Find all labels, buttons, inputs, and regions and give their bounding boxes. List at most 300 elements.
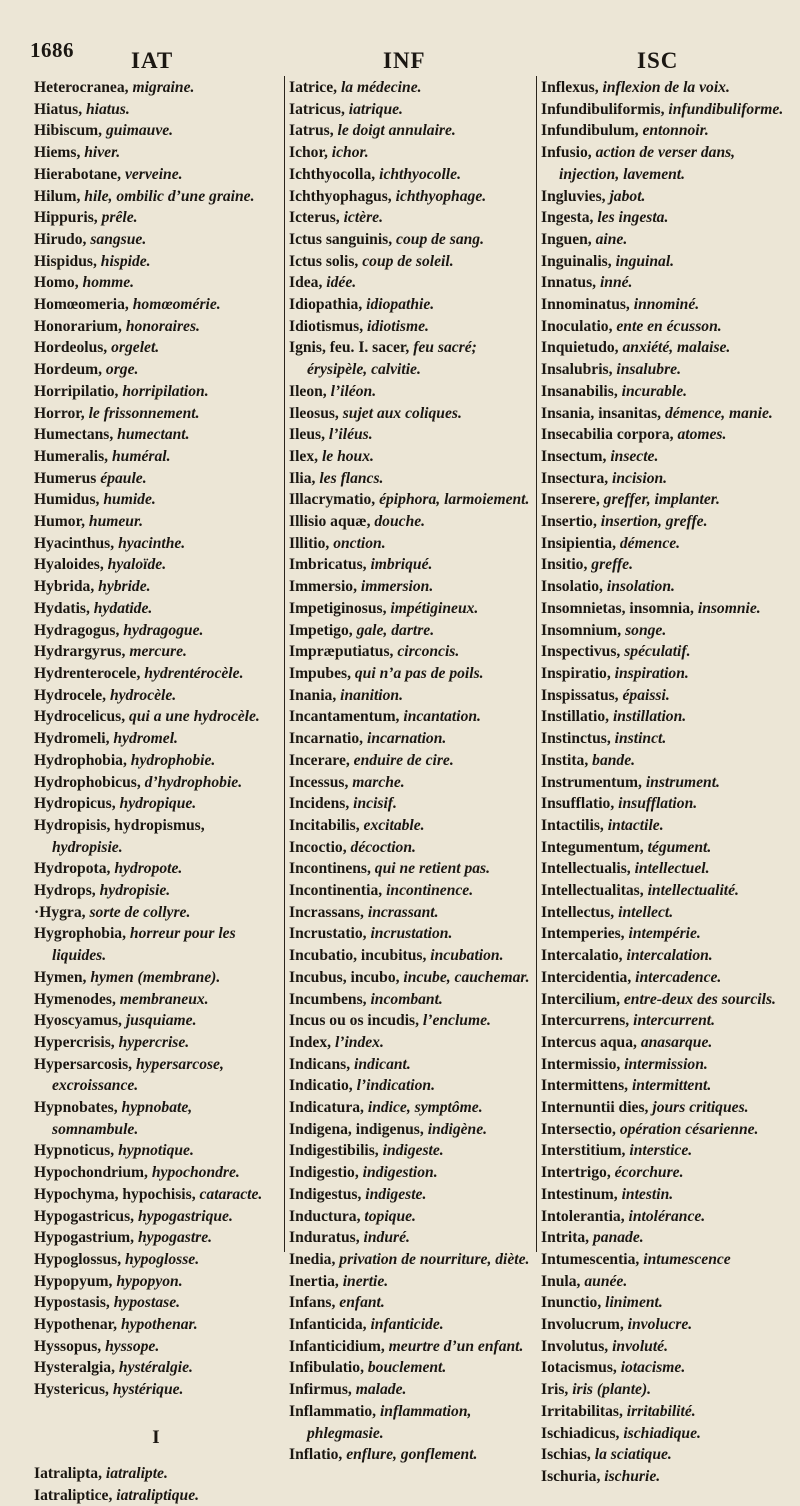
entry-latin-term: Hordeum, (34, 361, 103, 379)
entry-french-translation: humectant. (117, 426, 190, 444)
dictionary-entry (289, 989, 533, 1011)
entry-french-translation: prêle. (101, 209, 138, 227)
dictionary-entry (541, 468, 787, 490)
entry-french-translation: enfant. (339, 1294, 385, 1312)
entry-latin-term: Intercus aqua, (541, 1033, 637, 1051)
entry-latin-term: Incantamentum, (289, 708, 400, 726)
entry-latin-term: Hydropota, (34, 860, 111, 878)
entry-latin-term: Hypothenar, (34, 1316, 118, 1334)
entry-latin-term: Illisio aquæ, (289, 513, 371, 531)
entry-latin-term: Humidus, (34, 491, 100, 509)
dictionary-entry (541, 1249, 787, 1271)
entry-french-translation: ente en écusson. (616, 317, 722, 335)
entry-french-translation: douche. (374, 513, 426, 531)
entry-french-translation: gale, dartre. (356, 621, 435, 639)
dictionary-entry (289, 77, 533, 99)
entry-latin-term: Indigestibilis, (289, 1142, 379, 1160)
dictionary-entry (34, 1463, 278, 1485)
entry-french-translation: insecte. (610, 447, 659, 465)
entry-latin-term: Ischuria, (541, 1468, 601, 1485)
dictionary-entry (541, 837, 787, 859)
entry-french-translation: coup de soleil. (362, 252, 454, 270)
entry-latin-term: Hypogastrium, (34, 1229, 135, 1247)
entry-french-translation: indigestion. (362, 1164, 438, 1182)
entry-french-translation: excitable. (363, 816, 425, 834)
entry-french-translation: orgelet. (111, 339, 160, 357)
entry-latin-term: Hordeolus, (34, 339, 108, 357)
dictionary-entry (34, 1379, 278, 1401)
dictionary-entry (541, 120, 787, 142)
entry-french-translation: ischiadique. (623, 1424, 701, 1442)
entry-french-translation: inflammation, phlegmasie. (307, 1402, 472, 1442)
dictionary-entry (541, 576, 787, 598)
entry-latin-term: Hyaloides, (34, 556, 104, 574)
dictionary-entry (34, 554, 278, 576)
entry-latin-term: Inertia, (289, 1272, 339, 1290)
entry-latin-term: Humeralis, (34, 447, 109, 465)
dictionary-entry (541, 967, 787, 989)
dictionary-entry (541, 1379, 787, 1401)
entry-french-translation: hystérique. (112, 1381, 184, 1399)
dictionary-entry (541, 251, 787, 273)
entry-latin-term: Hibiscum, (34, 122, 103, 140)
dictionary-entry (289, 728, 533, 750)
dictionary-entry (541, 1010, 787, 1032)
section-letter: I (152, 1426, 160, 1448)
entry-french-translation: humide. (103, 491, 156, 509)
entry-french-translation: intellect. (618, 903, 674, 921)
dictionary-entry (289, 793, 533, 815)
entry-french-translation: opération césarienne. (619, 1120, 759, 1138)
entry-french-translation: le doigt annulaire. (337, 122, 456, 140)
entry-french-translation: épaissi. (622, 686, 670, 704)
entry-latin-term: Intestinum, (541, 1185, 618, 1203)
entry-latin-term: Hydrargyrus, (34, 643, 126, 661)
entry-latin-term: Instinctus, (541, 730, 611, 748)
entry-french-translation: inertie. (342, 1272, 389, 1290)
entry-latin-term: Index, (289, 1033, 332, 1051)
entry-french-translation: sujet aux coliques. (342, 404, 462, 422)
dictionary-entry (541, 359, 787, 381)
entry-list-left (34, 77, 278, 1401)
entry-french-translation: intempérie. (628, 925, 701, 943)
entry-french-translation: sorte de collyre. (89, 903, 191, 921)
dictionary-entry (34, 99, 278, 121)
dictionary-entry (289, 381, 533, 403)
dictionary-entry (541, 489, 787, 511)
entry-french-translation: les flancs. (319, 469, 384, 487)
entry-latin-term: Illitio, (289, 534, 330, 552)
entry-latin-term: Infirmus, (289, 1381, 352, 1399)
entry-latin-term: Insomnium, (541, 621, 622, 639)
entry-latin-term: Hydromeli, (34, 730, 110, 748)
entry-list-right (541, 77, 787, 1488)
entry-french-translation: hymen (membrane). (90, 968, 221, 986)
entry-french-translation: la sciatique. (594, 1446, 672, 1464)
entry-french-translation: l’index. (334, 1033, 384, 1051)
dictionary-entry (34, 337, 278, 359)
entry-latin-term: Hydatis, (34, 599, 90, 617)
entry-latin-term: Instillatio, (541, 708, 610, 726)
dictionary-entry (289, 837, 533, 859)
entry-french-translation: indigeste. (382, 1142, 444, 1160)
column-left (34, 77, 278, 1506)
entry-latin-term: Hyoscyamus, (34, 1012, 122, 1030)
entry-latin-term: Inguinalis, (541, 252, 612, 270)
entry-french-translation: panade. (592, 1229, 644, 1247)
dictionary-entry (541, 945, 787, 967)
entry-latin-term: Infundibuliformis, (541, 100, 665, 118)
entry-latin-term: Insipientia, (541, 534, 616, 552)
entry-french-translation: épiphora, larmoiement. (379, 491, 530, 509)
entry-french-translation: iris (plante). (572, 1381, 652, 1399)
entry-latin-term: Hymen, (34, 968, 87, 986)
entry-french-translation: interstice. (629, 1142, 693, 1160)
entry-french-translation: le frissonnement. (88, 404, 200, 422)
page-number: 1686 (30, 38, 74, 62)
entry-latin-term: Indicatura, (289, 1099, 364, 1117)
entry-latin-term: Ileosus, (289, 404, 339, 422)
dictionary-entry (289, 663, 533, 685)
entry-latin-term: Iatraliptice, (34, 1486, 113, 1504)
dictionary-entry (541, 1119, 787, 1141)
entry-french-translation: iotacisme. (620, 1359, 686, 1377)
dictionary-entry (289, 1162, 533, 1184)
entry-french-translation: intestin. (621, 1185, 674, 1203)
dictionary-entry (289, 902, 533, 924)
dictionary-entry (541, 685, 787, 707)
entry-french-translation: marche. (352, 773, 405, 791)
entry-french-translation: épaule. (100, 469, 147, 487)
entry-french-translation: enduire de cire. (353, 751, 454, 769)
entry-french-translation: onction. (333, 534, 386, 552)
entry-latin-term: Ictus solis, (289, 252, 359, 270)
entry-french-translation: hypersarcose, excroissance. (52, 1055, 224, 1095)
entry-latin-term: Intemperies, (541, 925, 625, 943)
dictionary-entry (541, 902, 787, 924)
dictionary-entry (34, 468, 278, 490)
header-word-middle: INF (383, 48, 426, 73)
entry-latin-term: Incessus, (289, 773, 349, 791)
dictionary-entry (289, 598, 533, 620)
dictionary-entry (34, 207, 278, 229)
entry-french-translation: irritabilité. (626, 1402, 696, 1420)
entry-latin-term: Hydrophobia, (34, 751, 127, 769)
dictionary-entry (34, 511, 278, 533)
dictionary-entry (289, 750, 533, 772)
entry-latin-term: Hyacinthus, (34, 534, 115, 552)
dictionary-entry (541, 793, 787, 815)
dictionary-entry (34, 858, 278, 880)
entry-french-translation: liniment. (605, 1294, 663, 1312)
dictionary-entry (289, 880, 533, 902)
entry-french-translation: hispide. (100, 252, 151, 270)
dictionary-entry (34, 294, 278, 316)
entry-latin-term: Intercurrens, (541, 1012, 630, 1030)
entry-latin-term: Insecabilia corpora, (541, 426, 674, 444)
entry-latin-term: Hilum, (34, 187, 81, 205)
entry-latin-term: Instrumentum, (541, 773, 642, 791)
dictionary-entry (289, 1140, 533, 1162)
entry-latin-term: Hypnobates, (34, 1099, 118, 1117)
entry-french-translation: entonnoir. (642, 122, 709, 140)
entry-french-translation: inflexion de la voix. (602, 79, 730, 96)
entry-latin-term: Ischias, (541, 1446, 591, 1464)
entry-latin-term: Insalubris, (541, 361, 613, 379)
dictionary-entry (289, 706, 533, 728)
dictionary-entry (34, 1292, 278, 1314)
dictionary-entry (34, 793, 278, 815)
entry-latin-term: Inspiratio, (541, 664, 611, 682)
dictionary-entry (289, 403, 533, 425)
dictionary-entry (34, 1314, 278, 1336)
dictionary-entry (289, 142, 533, 164)
entry-french-translation: démence. (619, 534, 681, 552)
dictionary-entry (289, 967, 533, 989)
dictionary-entry (34, 533, 278, 555)
dictionary-entry (34, 403, 278, 425)
entry-french-translation: intumescence (643, 1250, 731, 1268)
entry-latin-term: Incubatio, incubitus, (289, 947, 427, 965)
entry-french-translation: infundibuliforme. (668, 100, 784, 118)
entry-french-translation: inguinal. (615, 252, 675, 270)
dictionary-entry (541, 99, 787, 121)
entry-latin-term: Insertio, (541, 513, 597, 531)
entry-french-translation: incubation. (430, 947, 504, 965)
dictionary-entry (541, 381, 787, 403)
dictionary-entry (34, 1485, 278, 1506)
entry-latin-term: Ichthyocolla, (289, 165, 376, 183)
entry-french-translation: privation de nourriture, diète. (339, 1250, 530, 1268)
entry-french-translation: instrument. (645, 773, 720, 791)
entry-latin-term: Incontinens, (289, 860, 371, 878)
dictionary-entry (541, 1097, 787, 1119)
entry-list-middle (289, 77, 533, 1466)
entry-latin-term: Hybrida, (34, 578, 95, 596)
entry-french-translation: hydromel. (113, 730, 178, 748)
entry-french-translation: intercalation. (626, 947, 713, 965)
entry-latin-term: Indigestio, (289, 1164, 359, 1182)
entry-latin-term: Hysteralgia, (34, 1359, 115, 1377)
entry-french-translation: inspiration. (614, 664, 689, 682)
header-word-left: IAT (131, 48, 174, 73)
dictionary-entry (34, 1010, 278, 1032)
dictionary-entry (289, 815, 533, 837)
dictionary-entry (34, 1206, 278, 1228)
dictionary-entry (289, 1271, 533, 1293)
entry-french-translation: indicant. (354, 1055, 411, 1073)
entry-latin-term: Indicatio, (289, 1077, 353, 1095)
dictionary-entry (289, 945, 533, 967)
entry-french-translation: l’indication. (356, 1077, 436, 1095)
entry-latin-term: Intrita, (541, 1229, 590, 1247)
dictionary-entry (34, 120, 278, 142)
entry-latin-term: Humor, (34, 513, 85, 531)
dictionary-entry (34, 598, 278, 620)
header-word-right: ISC (637, 48, 679, 73)
entry-french-translation: immersion. (360, 578, 434, 596)
entry-french-translation: hypogastre. (137, 1229, 213, 1247)
entry-latin-term: Hypostasis, (34, 1294, 110, 1312)
entry-latin-term: Hiems, (34, 144, 81, 162)
dictionary-entry (34, 77, 278, 99)
entry-latin-term: Imbricatus, (289, 556, 367, 574)
dictionary-entry (34, 272, 278, 294)
entry-french-translation: les ingesta. (597, 209, 669, 227)
entry-french-translation: indice, symptôme. (367, 1099, 483, 1117)
entry-french-translation: involuté. (612, 1337, 668, 1355)
dictionary-entry (289, 1336, 533, 1358)
entry-french-translation: hypnotique. (118, 1142, 194, 1160)
entry-latin-term: Hydropisis, hydropismus, (34, 816, 205, 834)
entry-latin-term: Infans, (289, 1294, 336, 1312)
entry-latin-term: Ingluvies, (541, 187, 606, 205)
entry-latin-term: Hymenodes, (34, 990, 116, 1008)
entry-french-translation: incrassant. (367, 903, 439, 921)
entry-latin-term: Intermittens, (541, 1077, 629, 1095)
entry-french-translation: homœomérie. (132, 296, 221, 314)
entry-french-translation: imbriqué. (370, 556, 433, 574)
entry-latin-term: Incerare, (289, 751, 350, 769)
dictionary-entry (34, 1357, 278, 1379)
entry-french-translation: cataracte. (199, 1185, 263, 1203)
entry-latin-term: Hypogastricus, (34, 1207, 135, 1225)
entry-french-translation: entre-deux des sourcils. (623, 990, 776, 1008)
entry-latin-term: Ichthyophagus, (289, 187, 392, 205)
entry-french-translation: circoncis. (397, 643, 460, 661)
dictionary-entry (289, 1206, 533, 1228)
dictionary-entry (34, 685, 278, 707)
entry-french-translation: jours critiques. (652, 1099, 749, 1117)
column-right (541, 77, 787, 1488)
dictionary-entry (289, 1054, 533, 1076)
entry-latin-term: Inflatio, (289, 1446, 343, 1464)
dictionary-entry (541, 989, 787, 1011)
entry-latin-term: Immersio, (289, 578, 357, 596)
dictionary-entry (34, 1032, 278, 1054)
entry-latin-term: Internuntii dies, (541, 1099, 649, 1117)
entry-latin-term: Horror, (34, 404, 85, 422)
dictionary-entry (541, 641, 787, 663)
entry-french-translation: insalubre. (616, 361, 681, 379)
entry-french-translation: hypnobate, somnambule. (52, 1099, 193, 1138)
dictionary-entry (541, 533, 787, 555)
dictionary-entry (541, 272, 787, 294)
entry-french-translation: hypogastrique. (137, 1207, 233, 1225)
dictionary-entry (289, 1010, 533, 1032)
dictionary-entry (34, 1140, 278, 1162)
entry-french-translation: greffe. (591, 556, 633, 574)
entry-latin-term: Inquietudo, (541, 339, 619, 357)
entry-latin-term: Insolatio, (541, 578, 603, 596)
entry-latin-term: Intercalatio, (541, 947, 623, 965)
entry-latin-term: Hydrocelicus, (34, 708, 126, 726)
dictionary-entry (34, 1227, 278, 1249)
entry-french-translation: honoraires. (125, 317, 200, 335)
entry-latin-term: Infusio, (541, 144, 592, 162)
entry-french-translation: d’hydrophobie. (144, 773, 243, 791)
entry-latin-term: Ileon, (289, 382, 327, 400)
dictionary-entry (289, 641, 533, 663)
entry-latin-term: Intellectualis, (541, 860, 631, 878)
entry-latin-term: Intertrigo, (541, 1164, 611, 1182)
entry-latin-term: Inunctio, (541, 1294, 602, 1312)
entry-french-translation: décoction. (350, 838, 416, 856)
entry-latin-term: Iatricus, (289, 100, 345, 118)
entry-french-translation: anxiété, malaise. (622, 339, 731, 357)
entry-latin-term: Incrassans, (289, 903, 364, 921)
entry-french-translation: hypothenar. (120, 1316, 198, 1334)
entry-french-translation: horripilation. (122, 382, 209, 400)
dictionary-entry (541, 424, 787, 446)
entry-french-translation: coup de sang. (396, 230, 484, 248)
entry-latin-term: Incarnatio, (289, 730, 364, 748)
entry-french-translation: incantation. (403, 708, 481, 726)
entry-french-translation: incube, cauchemar. (403, 968, 530, 986)
dictionary-entry (34, 772, 278, 794)
entry-french-translation: intercurrent. (633, 1012, 716, 1030)
dictionary-entry (289, 772, 533, 794)
entry-french-translation: iatralipte. (105, 1464, 168, 1482)
entry-latin-term: Inflexus, (541, 79, 599, 96)
dictionary-entry (289, 923, 533, 945)
dictionary-entry (541, 598, 787, 620)
entry-french-translation: aunée. (584, 1272, 628, 1290)
entry-latin-term: Incubus, incubo, (289, 968, 400, 986)
column-divider (536, 76, 537, 1252)
dictionary-entry (289, 468, 533, 490)
entry-french-translation: hydrocèle. (109, 686, 177, 704)
dictionary-entry (289, 446, 533, 468)
entry-french-translation: action de verser dans, injection, lavement. (559, 144, 736, 183)
entry-latin-term: Iris, (541, 1381, 569, 1399)
dictionary-entry (34, 967, 278, 989)
entry-latin-term: Insania, insanitas, (541, 404, 662, 422)
dictionary-entry (289, 554, 533, 576)
entry-french-translation: anasarque. (640, 1033, 713, 1051)
entry-french-translation: idiotisme. (367, 317, 429, 335)
entry-latin-term: Infanticida, (289, 1316, 367, 1334)
entry-french-translation: insertion, greffe. (600, 513, 708, 531)
entry-french-translation: qui ne retient pas. (374, 860, 491, 878)
dictionary-entry (34, 923, 278, 966)
entry-french-translation: jabot. (609, 187, 646, 205)
entry-latin-term: Idiopathia, (289, 296, 363, 314)
entry-french-translation: hydropique. (119, 795, 197, 813)
entry-latin-term: Inedia, (289, 1250, 336, 1268)
entry-french-translation: topique. (364, 1207, 416, 1225)
entry-french-translation: migraine. (132, 79, 195, 96)
entry-latin-term: Involutus, (541, 1337, 609, 1355)
entry-latin-term: Induratus, (289, 1229, 360, 1247)
entry-french-translation: tégument. (647, 838, 712, 856)
entry-french-translation: feu sacré; érysipèle, calvitie. (307, 339, 477, 379)
entry-latin-term: Ilia, (289, 469, 316, 487)
entry-french-translation: hypercrise. (118, 1033, 190, 1051)
entry-french-translation: innominé. (633, 296, 700, 314)
dictionary-entry (289, 1032, 533, 1054)
entry-latin-term: Infundibulum, (541, 122, 639, 140)
entry-latin-term: Hydragogus, (34, 621, 120, 639)
entry-latin-term: Homo, (34, 274, 79, 292)
entry-french-translation: hyacinthe. (118, 534, 186, 552)
entry-french-translation: involucre. (627, 1316, 693, 1334)
dictionary-entry (289, 1401, 533, 1444)
dictionary-entry (541, 1032, 787, 1054)
entry-french-translation: hyssope. (105, 1337, 160, 1355)
dictionary-entry (289, 1097, 533, 1119)
dictionary-entry (541, 1423, 787, 1445)
